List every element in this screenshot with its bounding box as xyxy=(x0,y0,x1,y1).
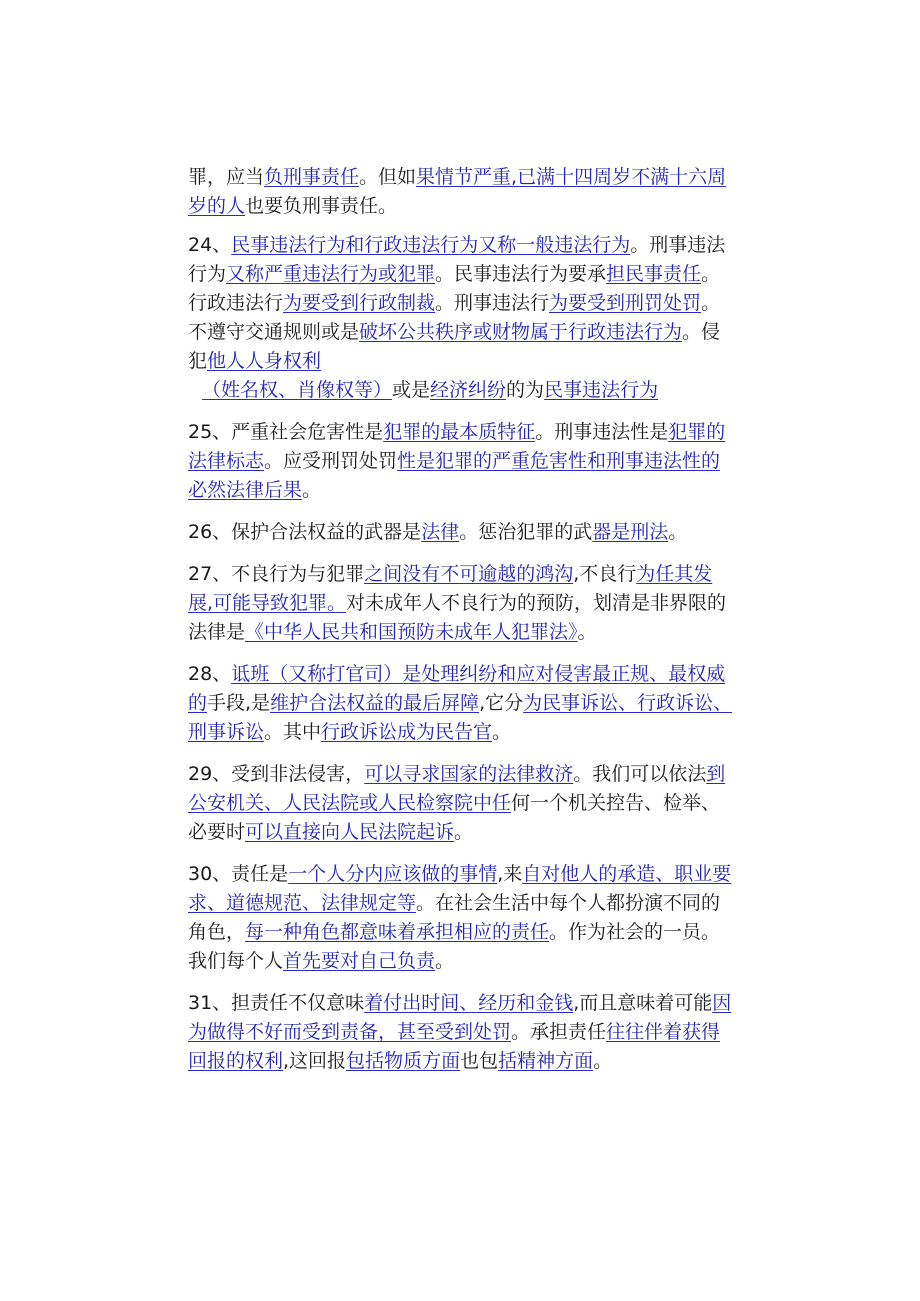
paragraph-p30 xyxy=(188,860,733,976)
paragraph-p27 xyxy=(188,560,733,647)
highlighted-phrase: 果情节严重,已满十四周岁不满十六周岁的人 xyxy=(188,166,727,217)
highlighted-phrase: 器是刑法 xyxy=(592,521,669,543)
highlighted-phrase: 行政诉讼成为民告官 xyxy=(321,721,493,743)
paragraph-p25 xyxy=(188,418,733,505)
text-run: 。承担责任 xyxy=(511,1021,607,1043)
text-run: 26、保护合法权益的武器是 xyxy=(188,521,422,543)
text-run: 。 xyxy=(668,521,688,543)
text-run: 。 xyxy=(302,479,322,501)
paragraph-p28 xyxy=(188,660,733,747)
highlighted-phrase: 性是犯罪的严重危害性和刑事违法性的必然法律后果 xyxy=(188,450,721,501)
paragraph-p23c xyxy=(188,163,733,221)
paragraph-p26 xyxy=(188,518,733,547)
text-run: 。应受刑罚处罚 xyxy=(264,450,398,472)
paragraph-p31 xyxy=(188,989,733,1076)
text-run: 29、受到非法侵害， xyxy=(188,763,365,785)
text-run: 对未成年人不良行为的预防，划清是非界限的法律是 xyxy=(188,592,727,643)
text-run: 。刑事违法行为 xyxy=(188,234,726,285)
highlighted-phrase: 一个人分内应该做的事情 xyxy=(288,863,498,885)
highlighted-phrase: 为任其发展,可能导致犯罪。 xyxy=(188,563,713,614)
highlighted-phrase: 经济纠纷 xyxy=(430,379,507,401)
highlighted-phrase: 可以直接向人民法院起诉 xyxy=(245,821,455,843)
highlighted-phrase: 法律 xyxy=(421,521,460,543)
text-run: 。我们可以依法 xyxy=(573,763,707,785)
paragraph-p29 xyxy=(188,760,733,847)
text-run: 。 xyxy=(593,1050,613,1072)
highlighted-phrase: 每一种角色都意味着承担相应的责任 xyxy=(245,921,550,943)
text-run: 。刑事违法性是 xyxy=(535,421,669,443)
text-run: 28、 xyxy=(188,663,232,685)
highlighted-phrase: 括精神方面 xyxy=(498,1050,594,1072)
highlighted-phrase: 担民事责任 xyxy=(606,263,702,285)
highlighted-phrase: 犯罪的最本质特征 xyxy=(383,421,536,443)
text-run: 。不遵守交通规则或是 xyxy=(188,292,721,343)
highlighted-phrase: 包括物质方面 xyxy=(346,1050,461,1072)
text-run: 。民事违法行为要承 xyxy=(435,263,607,285)
text-run: 。 xyxy=(435,950,455,972)
text-run: 。行政违法行 xyxy=(188,263,721,314)
highlighted-phrase: 为要受到行政制裁 xyxy=(283,292,436,314)
highlighted-phrase: 负刑事责任 xyxy=(264,166,360,188)
text-run: ,不良行 xyxy=(573,563,637,585)
text-run: 也要负刑事责任。 xyxy=(245,195,398,217)
highlighted-phrase: 民事违法行为 xyxy=(544,379,659,401)
text-run: 。 xyxy=(492,721,512,743)
highlighted-phrase: 因为做得不好而受到责备，甚至受到处罚 xyxy=(188,992,732,1043)
text-run: 。但如 xyxy=(359,166,417,188)
text-run: 。刑事违法行 xyxy=(435,292,550,314)
text-run: ,这回报 xyxy=(283,1050,347,1072)
text-run: 25、严重社会危害性是 xyxy=(188,421,384,443)
highlighted-phrase: 又称严重违法行为或犯罪 xyxy=(226,263,436,285)
text-run: 的为 xyxy=(506,379,545,401)
text-run: 。在社会生活中每个人都扮演不同的角色， xyxy=(188,892,721,943)
text-run: 。惩治犯罪的武 xyxy=(459,521,593,543)
text-run: 27、不良行为与犯罪 xyxy=(188,563,365,585)
text-run: 30、责任是 xyxy=(188,863,289,885)
text-run: 。其中 xyxy=(264,721,322,743)
highlighted-phrase: 破坏公共秩序或财物属于行政违法行为 xyxy=(359,321,683,343)
text-run: 或是 xyxy=(392,379,431,401)
paragraph-p24 xyxy=(188,231,733,405)
highlighted-phrase: 他人人身权利 xyxy=(207,350,322,372)
highlighted-phrase: 到公安机关、人民法院或人民检察院中任 xyxy=(188,763,726,814)
text-run: 手段,是 xyxy=(207,692,271,714)
text-run: 。作为社会的一员。我们每个人 xyxy=(188,921,721,972)
highlighted-phrase: 为民事诉讼、行政诉讼、刑事诉讼 xyxy=(188,692,733,743)
highlighted-phrase: 《中华人民共和国预防未成年人犯罪法》 xyxy=(245,621,578,643)
text-run: 31、担责任不仅意味 xyxy=(188,992,365,1014)
text-run: ,来 xyxy=(497,863,523,885)
highlighted-phrase: 为要受到刑罚处罚 xyxy=(549,292,702,314)
text-run: 。侵犯 xyxy=(188,321,721,372)
text-run: ,它分 xyxy=(479,692,524,714)
highlighted-phrase: 诋班（又称打官司）是处理纠纷和应对侵害最正规、最权威的 xyxy=(188,663,726,714)
highlighted-phrase: 首先要对自己负责 xyxy=(283,950,436,972)
highlighted-phrase: 之间没有不可逾越的鸿沟 xyxy=(364,563,574,585)
text-run: 24、 xyxy=(188,234,232,256)
highlighted-phrase: 着付出时间、经历和金钱 xyxy=(364,992,574,1014)
document-body xyxy=(188,163,733,1089)
highlighted-phrase: 往往伴着获得回报的权利 xyxy=(188,1021,721,1072)
highlighted-phrase: 可以寻求国家的法律救济 xyxy=(364,763,574,785)
text-run: 何一个机关控告、检举、必要时 xyxy=(188,792,721,843)
text-run: ,而且意味着可能 xyxy=(573,992,713,1014)
text-run: 也包 xyxy=(460,1050,499,1072)
highlighted-phrase: （姓名权、肖像权等） xyxy=(202,379,393,401)
highlighted-phrase: 民事违法行为和行政违法行为又称一般违法行为 xyxy=(231,234,631,256)
text-run: 。 xyxy=(454,821,474,843)
highlighted-phrase: 自对他人的承造、职业要求、道德规范、法律规定等 xyxy=(188,863,732,914)
highlighted-phrase: 维护合法权益的最后屏障 xyxy=(270,692,480,714)
text-run: 。 xyxy=(577,621,597,643)
text-run: 罪，应当 xyxy=(188,166,265,188)
highlighted-phrase: 犯罪的法律标志 xyxy=(188,421,726,472)
